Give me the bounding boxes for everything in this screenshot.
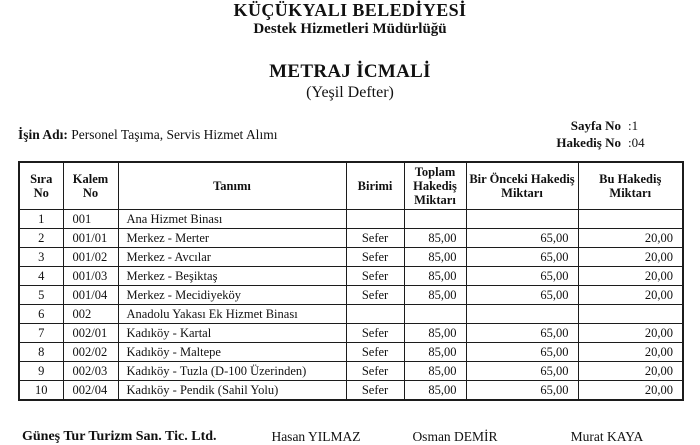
- column-header: Tanımı: [118, 162, 346, 210]
- table-row: [19, 343, 683, 362]
- table-cell: Kadıköy - Tuzla (D-100 Üzerinden): [118, 362, 346, 381]
- document-title: METRAJ İCMALİ: [269, 61, 431, 82]
- table-cell: [404, 210, 466, 229]
- table-cell: Sefer: [346, 324, 404, 343]
- table-cell: 001/02: [63, 248, 118, 267]
- table-cell: 65,00: [466, 286, 578, 305]
- table-cell: 20,00: [578, 324, 683, 343]
- table-row: [19, 305, 683, 324]
- table-cell: Kadıköy - Maltepe: [118, 343, 346, 362]
- table-row: [19, 267, 683, 286]
- table-cell: Ana Hizmet Binası: [118, 210, 346, 229]
- table-row: [19, 381, 683, 401]
- table-cell: 85,00: [404, 362, 466, 381]
- table-cell: 20,00: [578, 248, 683, 267]
- table-cell: [466, 305, 578, 324]
- table-cell: 001/01: [63, 229, 118, 248]
- table-cell: 7: [19, 324, 63, 343]
- table-header: [19, 162, 683, 210]
- table-cell: 1: [19, 210, 63, 229]
- job-name-value: Personel Taşıma, Servis Hizmet Alımı: [71, 127, 278, 142]
- table-cell: Kadıköy - Pendik (Sahil Yolu): [118, 381, 346, 401]
- table-cell: Merkez - Beşiktaş: [118, 267, 346, 286]
- table-row: [19, 229, 683, 248]
- table-cell: Sefer: [346, 229, 404, 248]
- department-name: Destek Hizmetleri Müdürlüğü: [253, 21, 447, 37]
- table-cell: 10: [19, 381, 63, 401]
- table-cell: 001/03: [63, 267, 118, 286]
- table-cell: Sefer: [346, 286, 404, 305]
- table-cell: 4: [19, 267, 63, 286]
- table-cell: Sefer: [346, 267, 404, 286]
- column-header: Sıra No: [19, 162, 63, 210]
- table-cell: 002/02: [63, 343, 118, 362]
- column-header: Kalem No: [63, 162, 118, 210]
- table-cell: 9: [19, 362, 63, 381]
- table-cell: 2: [19, 229, 63, 248]
- table-cell: Merkez - Mecidiyeköy: [118, 286, 346, 305]
- table-cell: Sefer: [346, 248, 404, 267]
- page-info-block: [556, 118, 656, 151]
- column-header: Toplam Hakediş Miktarı: [404, 162, 466, 210]
- table-row: [19, 362, 683, 381]
- table-cell: 002/01: [63, 324, 118, 343]
- job-name-line: [18, 127, 277, 143]
- table-cell: Sefer: [346, 362, 404, 381]
- table-cell: 8: [19, 343, 63, 362]
- table-cell: [346, 210, 404, 229]
- table-cell: Merkez - Merter: [118, 229, 346, 248]
- table-cell: [466, 210, 578, 229]
- table-cell: Merkez - Avcılar: [118, 248, 346, 267]
- contractor-company-name: Güneş Tur Turizm San. Tic. Ltd.: [22, 429, 217, 444]
- table-cell: 20,00: [578, 343, 683, 362]
- table-cell: 5: [19, 286, 63, 305]
- hakedis-number-label: Hakediş No: [556, 135, 621, 150]
- column-header: Bu Hakediş Miktarı: [578, 162, 683, 210]
- table-cell: 65,00: [466, 362, 578, 381]
- table-cell: 002/04: [63, 381, 118, 401]
- table-cell: 20,00: [578, 229, 683, 248]
- table-cell: 002/03: [63, 362, 118, 381]
- table-cell: 85,00: [404, 229, 466, 248]
- table-cell: [578, 210, 683, 229]
- table-cell: 20,00: [578, 267, 683, 286]
- table-cell: 65,00: [466, 229, 578, 248]
- table-cell: 65,00: [466, 343, 578, 362]
- table-cell: 65,00: [466, 267, 578, 286]
- page-number-value: :1: [628, 118, 639, 133]
- signatory-name-2: Osman DEMİR: [412, 429, 498, 444]
- table-cell: 85,00: [404, 324, 466, 343]
- table-cell: 85,00: [404, 343, 466, 362]
- table-cell: 65,00: [466, 324, 578, 343]
- table-cell: [404, 305, 466, 324]
- table-cell: Sefer: [346, 343, 404, 362]
- signatory-name-1: Hasan YILMAZ: [271, 429, 361, 444]
- table-cell: 85,00: [404, 267, 466, 286]
- table-row: [19, 324, 683, 343]
- column-header: Birimi: [346, 162, 404, 210]
- table-cell: 20,00: [578, 286, 683, 305]
- table-cell: 65,00: [466, 248, 578, 267]
- table-cell: 20,00: [578, 362, 683, 381]
- table-cell: 002: [63, 305, 118, 324]
- metraj-table: [18, 161, 684, 401]
- table-cell: 3: [19, 248, 63, 267]
- table-cell: Sefer: [346, 381, 404, 401]
- page-number-label: Sayfa No: [570, 118, 621, 133]
- table-cell: 001/04: [63, 286, 118, 305]
- table-cell: [578, 305, 683, 324]
- job-name-label: İşin Adı:: [18, 127, 68, 142]
- column-header: Bir Önceki Hakediş Miktarı: [466, 162, 578, 210]
- hakedis-number-value: :04: [628, 135, 645, 150]
- table-cell: [346, 305, 404, 324]
- table-cell: 85,00: [404, 381, 466, 401]
- table-cell: 001: [63, 210, 118, 229]
- signatory-name-3: Murat KAYA: [570, 429, 644, 444]
- table-cell: 65,00: [466, 381, 578, 401]
- table-cell: 85,00: [404, 248, 466, 267]
- table-row: [19, 248, 683, 267]
- table-body: [19, 210, 683, 401]
- municipality-name: KÜÇÜKYALI BELEDİYESİ: [233, 0, 467, 20]
- table-cell: 6: [19, 305, 63, 324]
- table-cell: Kadıköy - Kartal: [118, 324, 346, 343]
- document-subtitle: (Yeşil Defter): [306, 84, 394, 101]
- table-cell: 20,00: [578, 381, 683, 401]
- table-header-row: [19, 162, 683, 210]
- table-row: [19, 210, 683, 229]
- table-cell: Anadolu Yakası Ek Hizmet Binası: [118, 305, 346, 324]
- table-cell: 85,00: [404, 286, 466, 305]
- table-row: [19, 286, 683, 305]
